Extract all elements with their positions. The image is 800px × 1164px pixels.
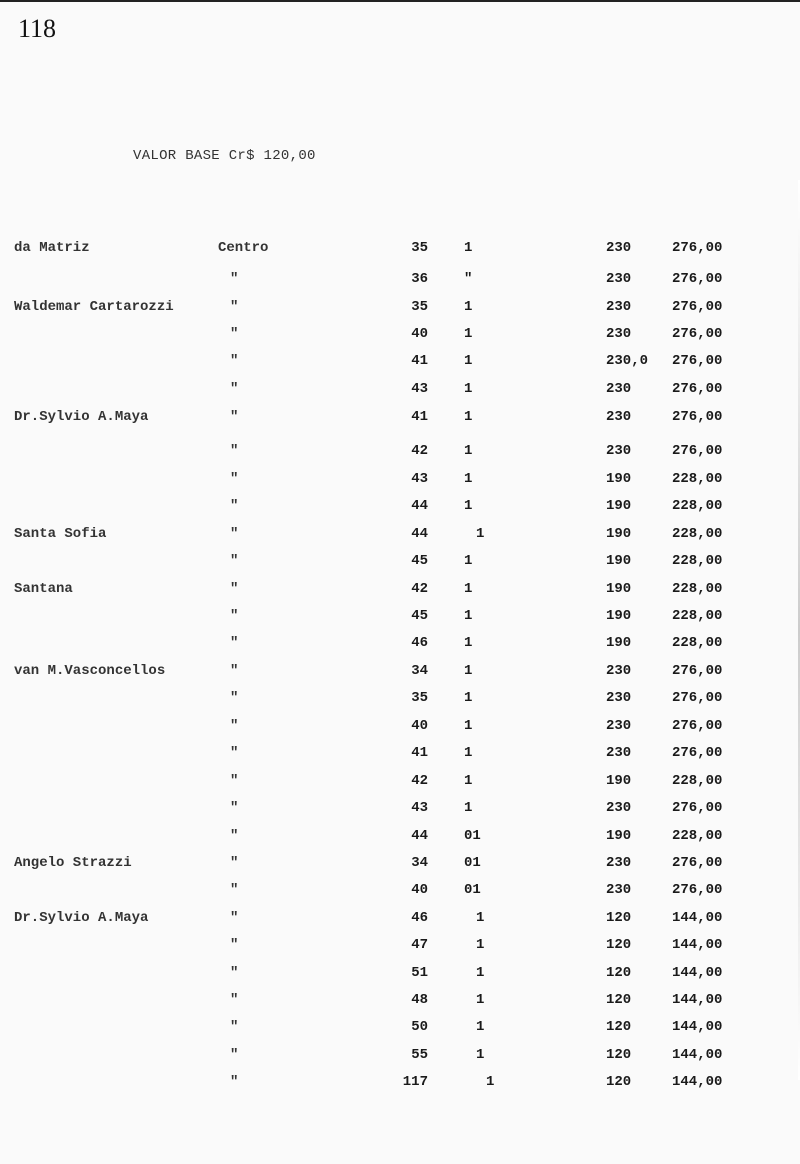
row-name: Waldemar Cartarozzi <box>14 299 174 315</box>
row-total: 144,00 <box>672 937 723 953</box>
row-total: 276,00 <box>672 882 723 898</box>
row-number: 40 <box>411 326 428 342</box>
row-value: 230 <box>606 855 632 871</box>
row-total: 228,00 <box>672 635 723 651</box>
row-number: 50 <box>411 1019 428 1035</box>
row-value: 120 <box>606 937 632 953</box>
table-row <box>0 1019 800 1041</box>
row-number: 51 <box>411 965 428 981</box>
table-row <box>0 635 800 657</box>
table-row <box>0 965 800 987</box>
row-total: 276,00 <box>672 326 723 342</box>
row-value: 230,0 <box>606 353 649 369</box>
row-value: 190 <box>606 471 632 487</box>
row-district: Centro <box>218 240 269 256</box>
row-total: 228,00 <box>672 773 723 789</box>
row-total: 228,00 <box>672 581 723 597</box>
row-value: 230 <box>606 690 632 706</box>
row-number: 55 <box>411 1047 428 1063</box>
row-number: 43 <box>411 381 428 397</box>
table-row <box>0 855 800 877</box>
row-number: 43 <box>411 800 428 816</box>
row-value: 230 <box>606 443 632 459</box>
row-number: 44 <box>411 828 428 844</box>
table-row <box>0 800 800 822</box>
table-row <box>0 498 800 520</box>
table-row <box>0 718 800 740</box>
row-number: 41 <box>411 745 428 761</box>
row-number: 44 <box>411 498 428 514</box>
row-quantity: 1 <box>464 663 473 679</box>
row-number: 44 <box>411 526 428 542</box>
row-number: 46 <box>411 635 428 651</box>
row-value: 190 <box>606 828 632 844</box>
row-quantity: 1 <box>464 773 473 789</box>
row-total: 276,00 <box>672 381 723 397</box>
row-quantity: " <box>464 271 473 287</box>
row-value: 190 <box>606 581 632 597</box>
table-row <box>0 471 800 493</box>
row-number: 43 <box>411 471 428 487</box>
row-value: 120 <box>606 1019 632 1035</box>
row-name: van M.Vasconcellos <box>14 663 166 679</box>
row-quantity: 1 <box>464 745 473 761</box>
row-quantity: 01 <box>464 828 481 844</box>
row-quantity: 1 <box>464 581 473 597</box>
row-district: " <box>230 937 239 953</box>
row-district: " <box>230 409 239 425</box>
row-number: 45 <box>411 553 428 569</box>
table-row <box>0 937 800 959</box>
row-value: 230 <box>606 800 632 816</box>
row-quantity: 1 <box>464 498 473 514</box>
row-quantity: 1 <box>464 553 473 569</box>
row-total: 144,00 <box>672 1074 723 1090</box>
row-district: " <box>230 299 239 315</box>
row-district: " <box>230 745 239 761</box>
row-quantity: 1 <box>486 1074 495 1090</box>
row-name: Angelo Strazzi <box>14 855 132 871</box>
row-total: 276,00 <box>672 240 723 256</box>
table-row <box>0 409 800 431</box>
row-district: " <box>230 381 239 397</box>
row-district: " <box>230 271 239 287</box>
row-total: 276,00 <box>672 443 723 459</box>
row-total: 144,00 <box>672 1047 723 1063</box>
row-number: 41 <box>411 353 428 369</box>
row-value: 120 <box>606 1047 632 1063</box>
table-row <box>0 353 800 375</box>
row-total: 144,00 <box>672 965 723 981</box>
row-district: " <box>230 608 239 624</box>
table-row <box>0 381 800 403</box>
table-row <box>0 1047 800 1069</box>
row-total: 228,00 <box>672 498 723 514</box>
row-quantity: 01 <box>464 882 481 898</box>
row-total: 228,00 <box>672 608 723 624</box>
row-district: " <box>230 498 239 514</box>
row-total: 276,00 <box>672 663 723 679</box>
table-row <box>0 526 800 548</box>
row-value: 230 <box>606 718 632 734</box>
row-number: 35 <box>411 690 428 706</box>
table-row <box>0 663 800 685</box>
table-row <box>0 828 800 850</box>
row-total: 276,00 <box>672 299 723 315</box>
row-number: 35 <box>411 299 428 315</box>
row-value: 190 <box>606 773 632 789</box>
row-value: 230 <box>606 326 632 342</box>
row-number: 34 <box>411 663 428 679</box>
row-district: " <box>230 965 239 981</box>
row-quantity: 1 <box>464 635 473 651</box>
row-total: 276,00 <box>672 690 723 706</box>
row-district: " <box>230 910 239 926</box>
row-quantity: 1 <box>464 690 473 706</box>
row-number: 35 <box>411 240 428 256</box>
row-value: 230 <box>606 271 632 287</box>
row-quantity: 1 <box>464 800 473 816</box>
row-value: 230 <box>606 240 632 256</box>
row-quantity: 1 <box>476 992 485 1008</box>
row-quantity: 1 <box>464 299 473 315</box>
row-number: 47 <box>411 937 428 953</box>
table-row <box>0 690 800 712</box>
row-district: " <box>230 718 239 734</box>
table-row <box>0 1074 800 1096</box>
row-total: 276,00 <box>672 718 723 734</box>
table-row <box>0 910 800 932</box>
row-value: 230 <box>606 381 632 397</box>
row-value: 120 <box>606 992 632 1008</box>
row-total: 276,00 <box>672 855 723 871</box>
row-district: " <box>230 553 239 569</box>
table-row <box>0 773 800 795</box>
row-quantity: 01 <box>464 855 481 871</box>
row-number: 46 <box>411 910 428 926</box>
row-name: da Matriz <box>14 240 90 256</box>
row-total: 276,00 <box>672 409 723 425</box>
row-number: 48 <box>411 992 428 1008</box>
row-number: 34 <box>411 855 428 871</box>
table-row <box>0 326 800 348</box>
row-quantity: 1 <box>476 965 485 981</box>
row-district: " <box>230 663 239 679</box>
row-value: 120 <box>606 910 632 926</box>
row-name: Santana <box>14 581 73 597</box>
row-value: 230 <box>606 299 632 315</box>
row-value: 190 <box>606 526 632 542</box>
row-quantity: 1 <box>464 608 473 624</box>
row-quantity: 1 <box>476 526 485 542</box>
row-total: 276,00 <box>672 745 723 761</box>
row-district: " <box>230 773 239 789</box>
row-quantity: 1 <box>464 443 473 459</box>
row-total: 144,00 <box>672 1019 723 1035</box>
row-district: " <box>230 690 239 706</box>
table-row <box>0 271 800 293</box>
row-value: 190 <box>606 498 632 514</box>
row-value: 190 <box>606 553 632 569</box>
table-row <box>0 745 800 767</box>
row-quantity: 1 <box>464 326 473 342</box>
page-number: 118 <box>18 14 57 43</box>
row-value: 230 <box>606 409 632 425</box>
row-district: " <box>230 635 239 651</box>
row-district: " <box>230 992 239 1008</box>
table-row <box>0 581 800 603</box>
row-district: " <box>230 1047 239 1063</box>
page-top-border <box>0 0 800 2</box>
row-number: 45 <box>411 608 428 624</box>
row-total: 276,00 <box>672 353 723 369</box>
row-quantity: 1 <box>464 718 473 734</box>
row-quantity: 1 <box>464 353 473 369</box>
row-number: 42 <box>411 773 428 789</box>
table-row <box>0 443 800 465</box>
row-number: 36 <box>411 271 428 287</box>
table-row <box>0 992 800 1014</box>
row-total: 144,00 <box>672 992 723 1008</box>
row-value: 230 <box>606 663 632 679</box>
row-district: " <box>230 443 239 459</box>
row-district: " <box>230 882 239 898</box>
row-value: 120 <box>606 1074 632 1090</box>
row-total: 228,00 <box>672 526 723 542</box>
row-quantity: 1 <box>464 381 473 397</box>
row-district: " <box>230 581 239 597</box>
row-total: 228,00 <box>672 553 723 569</box>
row-district: " <box>230 1074 239 1090</box>
row-district: " <box>230 526 239 542</box>
row-district: " <box>230 800 239 816</box>
document-title: VALOR BASE Cr$ 120,00 <box>133 148 316 164</box>
row-quantity: 1 <box>476 910 485 926</box>
row-value: 190 <box>606 635 632 651</box>
row-quantity: 1 <box>476 1047 485 1063</box>
row-quantity: 1 <box>476 1019 485 1035</box>
row-quantity: 1 <box>476 937 485 953</box>
row-number: 42 <box>411 443 428 459</box>
row-quantity: 1 <box>464 240 473 256</box>
row-number: 41 <box>411 409 428 425</box>
row-total: 144,00 <box>672 910 723 926</box>
row-value: 120 <box>606 965 632 981</box>
row-district: " <box>230 855 239 871</box>
row-quantity: 1 <box>464 409 473 425</box>
row-number: 42 <box>411 581 428 597</box>
table-row <box>0 553 800 575</box>
row-district: " <box>230 1019 239 1035</box>
row-total: 276,00 <box>672 800 723 816</box>
row-value: 230 <box>606 745 632 761</box>
row-number: 40 <box>411 718 428 734</box>
row-district: " <box>230 326 239 342</box>
row-district: " <box>230 353 239 369</box>
row-district: " <box>230 471 239 487</box>
row-name: Santa Sofia <box>14 526 107 542</box>
table-row <box>0 882 800 904</box>
row-value: 230 <box>606 882 632 898</box>
table-row <box>0 608 800 630</box>
row-total: 276,00 <box>672 271 723 287</box>
row-name: Dr.Sylvio A.Maya <box>14 409 149 425</box>
row-district: " <box>230 828 239 844</box>
row-value: 190 <box>606 608 632 624</box>
row-number: 117 <box>402 1074 428 1090</box>
row-number: 40 <box>411 882 428 898</box>
row-name: Dr.Sylvio A.Maya <box>14 910 149 926</box>
row-quantity: 1 <box>464 471 473 487</box>
table-row <box>0 299 800 321</box>
table-row <box>0 240 800 262</box>
row-total: 228,00 <box>672 828 723 844</box>
row-total: 228,00 <box>672 471 723 487</box>
